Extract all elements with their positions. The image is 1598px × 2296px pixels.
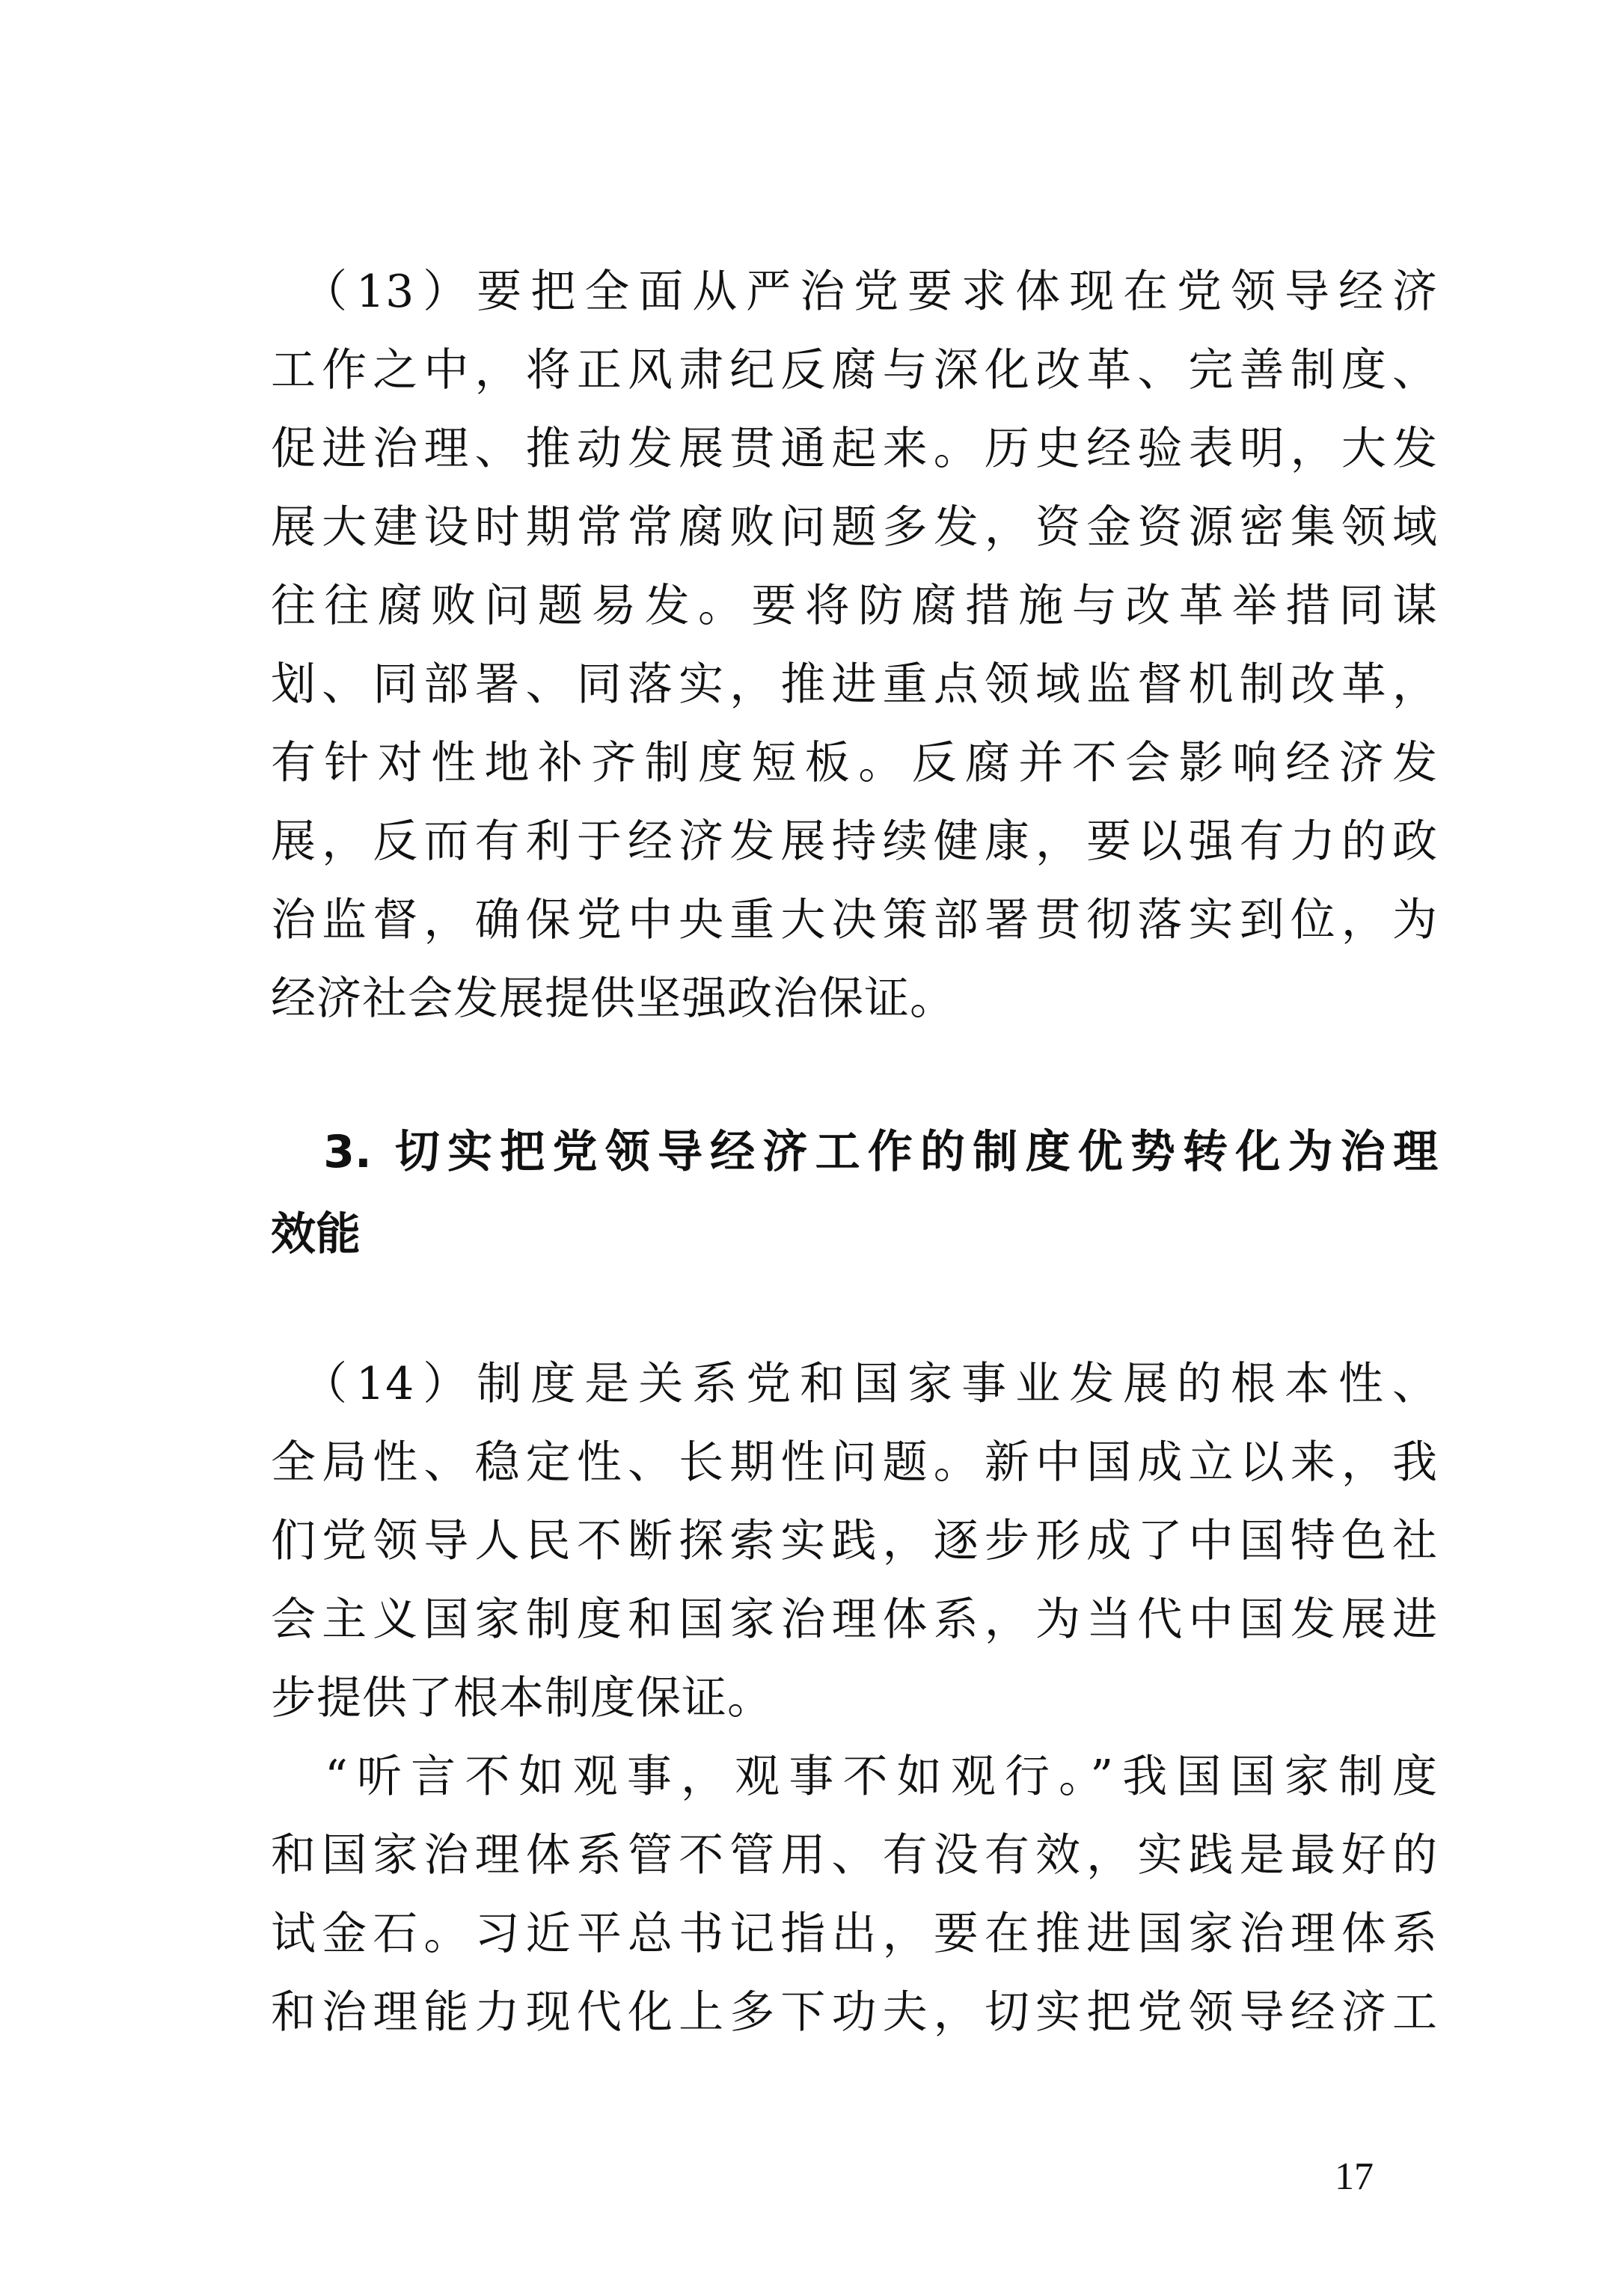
paragraph-14-line: 会主义国家制度和国家治理体系，为当代中国发展进 [271,1594,1438,1646]
paragraph-14-line: （14）制度是关系党和国家事业发展的根本性、 [271,1358,1438,1410]
page-number: 17 [1335,2155,1374,2198]
paragraph-13-line: 促进治理、推动发展贯通起来。历史经验表明，大发 [271,423,1438,475]
paragraph-14-line: 们党领导人民不断探索实践，逐步形成了中国特色社 [271,1515,1438,1567]
paragraph-13-line: 工作之中，将正风肃纪反腐与深化改革、完善制度、 [271,344,1438,397]
paragraph-13-line: 有针对性地补齐制度短板。反腐并不会影响经济发 [271,737,1438,789]
paragraph-14-line: 步提供了根本制度保证。 [271,1672,773,1724]
paragraph-13-line: 展，反而有利于经济发展持续健康，要以强有力的政 [271,815,1438,868]
paragraph-14-line: 全局性、稳定性、长期性问题。新中国成立以来，我 [271,1436,1438,1489]
paragraph-13-line: 经济社会发展提供坚强政治保证。 [271,973,955,1025]
paragraph-15-line: 和国家治理体系管不管用、有没有效，实践是最好的 [271,1829,1438,1882]
paragraph-13-line: 展大建设时期常常腐败问题多发，资金资源密集领域 [271,501,1438,554]
paragraph-13-line: 治监督，确保党中央重大决策部署贯彻落实到位，为 [271,894,1438,946]
paragraph-13-line: （13）要把全面从严治党要求体现在党领导经济 [271,266,1438,318]
section-heading-line: 效能 [271,1208,361,1261]
section-heading-line: 3. 切实把党领导经济工作的制度优势转化为治理 [271,1126,1438,1178]
paragraph-15-line: 试金石。习近平总书记指出，要在推进国家治理体系 [271,1908,1438,1960]
paragraph-15-line: “听言不如观事，观事不如观行。”我国国家制度 [271,1751,1438,1803]
paragraph-13-line: 划、同部署、同落实，推进重点领域监督机制改革， [271,658,1438,711]
paragraph-15-line: 和治理能力现代化上多下功夫，切实把党领导经济工 [271,1986,1438,2039]
paragraph-13-line: 往往腐败问题易发。要将防腐措施与改革举措同谋 [271,580,1438,632]
